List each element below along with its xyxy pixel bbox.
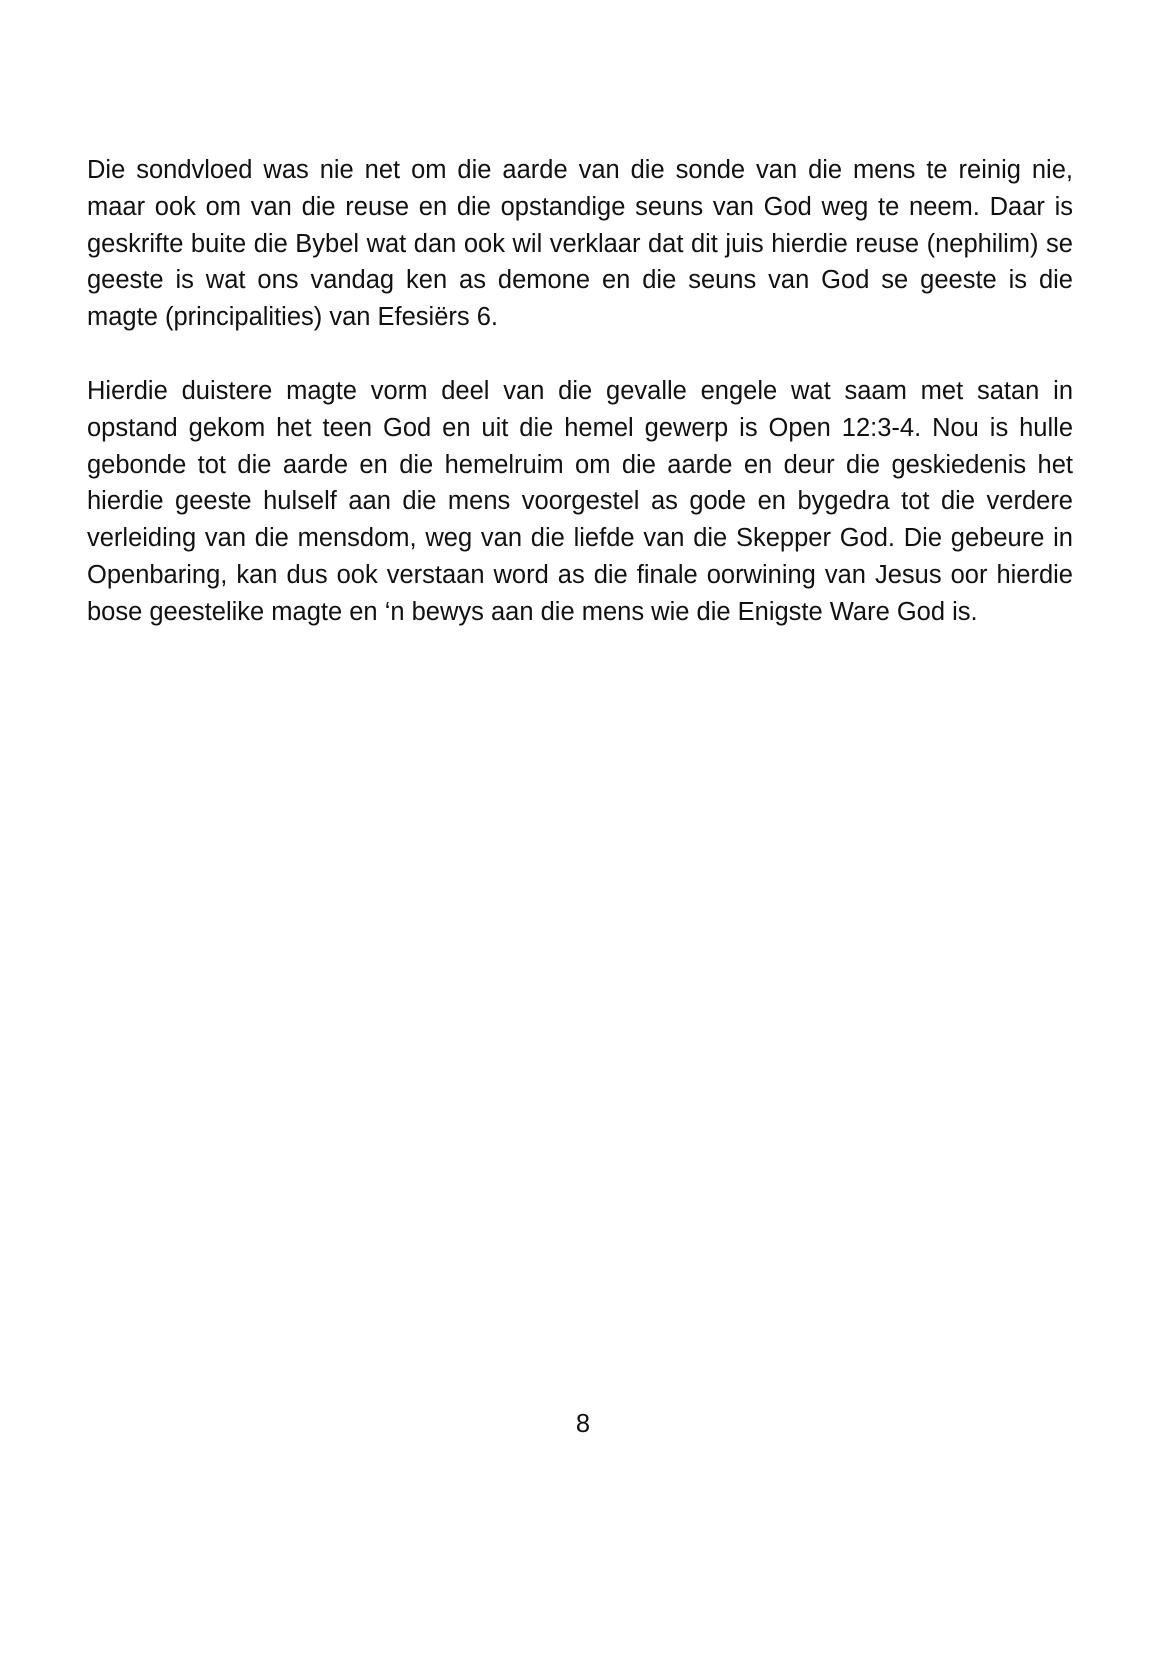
page-number: 8: [575, 1410, 591, 1438]
paragraph-flood: Die sondvloed was nie net om die aarde van die sonde van die mens te reinig nie, maar ook om van die reuse en die opstandige seuns van God weg te neem. Daar is geskrifte buite die Bybel wat dan ook wil verklaar dat dit juis hierdie reuse (nephilim) se geeste is wat ons vandag ken as demone en die seuns van God se geeste is die magte (principalities) van Efesiërs 6.: [87, 156, 1073, 332]
paragraph-dark-powers: Hierdie duistere magte vorm deel van die gevalle engele wat saam met satan in opstand gekom het teen God en uit die hemel gewerp is Open 12:3-4. Nou is hulle gebonde tot die aarde en die hemelruim om die aarde en deur die geskiedenis het hierdie geeste hulself aan die mens voorgestel as gode en bygedra tot die verdere verleiding van die mensdom, weg van die liefde van die Skepper God. Die gebeure in Openbaring, kan dus ook verstaan word as die finale oorwining van Jesus oor hierdie bose geestelike magte en ‘n bewys aan die mens wie die Enigste Ware God is.: [87, 376, 1073, 626]
body-text: [87, 152, 1073, 668]
